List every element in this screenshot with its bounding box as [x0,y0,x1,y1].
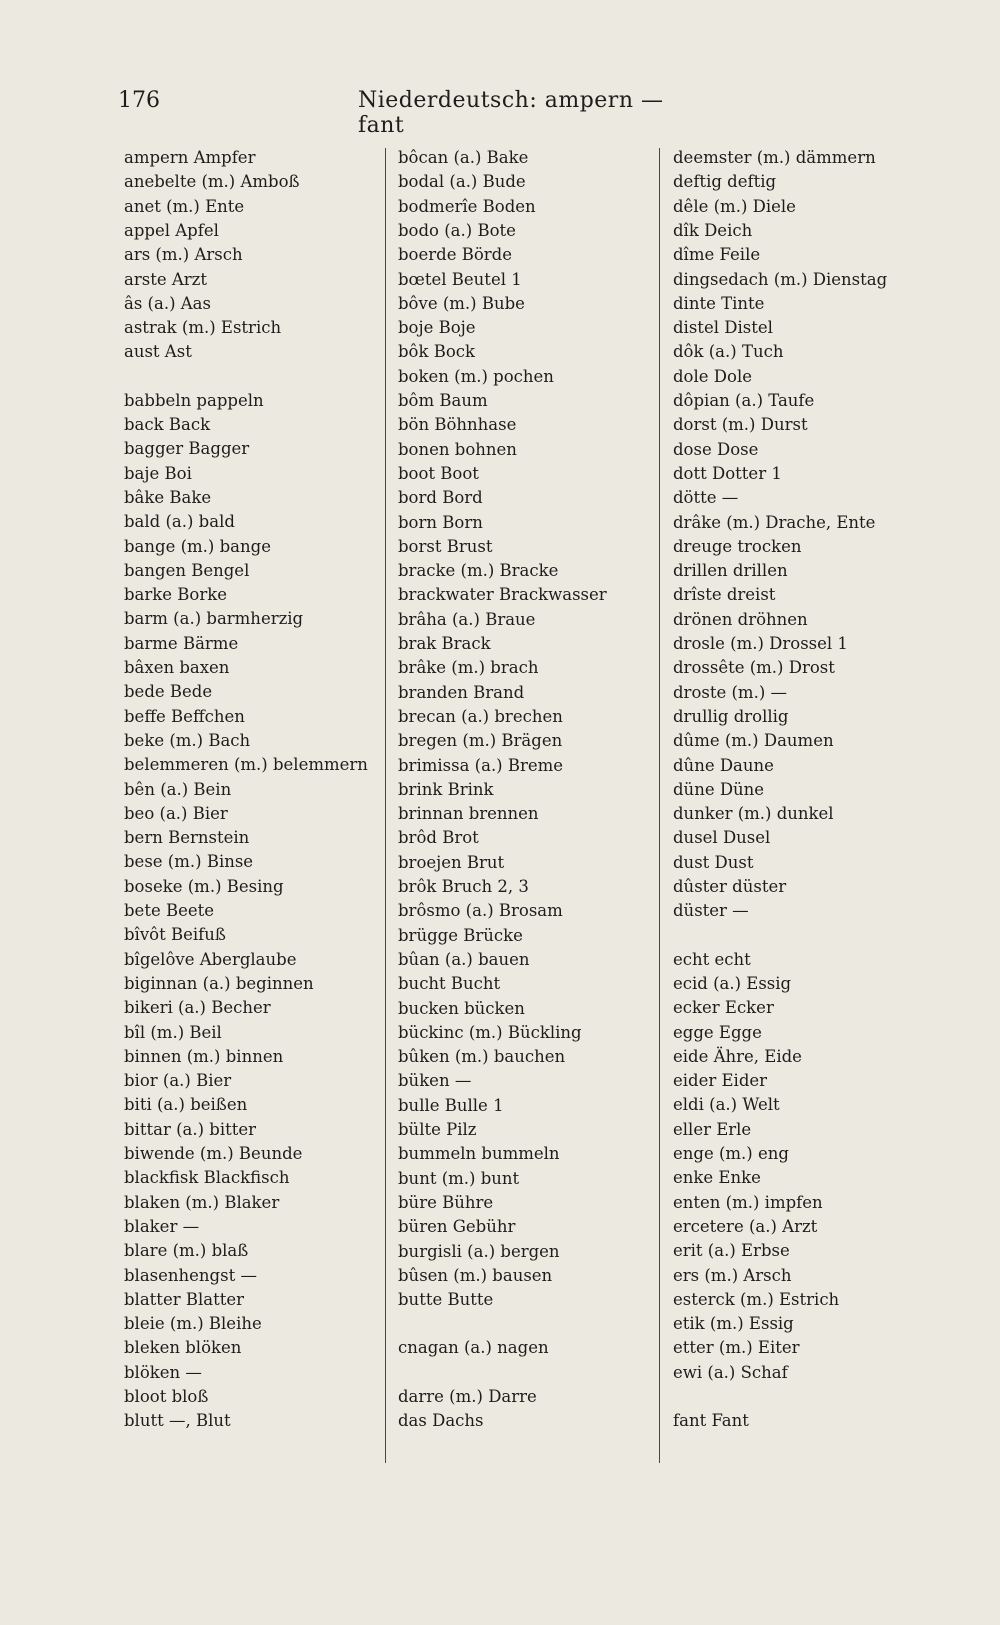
dictionary-entry: eller Erle [673,1119,752,1139]
dictionary-entry: brinnan brennen [398,804,539,824]
dictionary-entry: bunt (m.) bunt [398,1168,520,1188]
page-number: 176 [118,88,160,113]
dictionary-entry: dole Dole [673,366,752,386]
dictionary-entry: blaker — [124,1216,200,1236]
dictionary-entry: bikeri (a.) Becher [124,998,271,1018]
dictionary-entry: blackfisk Blackfisch [124,1168,290,1188]
dictionary-entry: bâxen baxen [124,658,230,677]
dictionary-entry: bulle Bulle 1 [398,1095,504,1115]
dictionary-entry: brôsmo (a.) Brosam [398,901,563,921]
dictionary-entry: ecker Ecker [673,998,774,1018]
dictionary-entry: das Dachs [398,1411,484,1430]
dictionary-entry: dôpian (a.) Taufe [673,391,815,410]
dictionary-entry: blasenhengst — [124,1265,257,1285]
dictionary-entry: drossête (m.) Drost [673,658,835,678]
dictionary-entry: binnen (m.) binnen [124,1046,284,1066]
dictionary-entry: bœtel Beutel 1 [398,269,522,289]
dictionary-entry: dreuge trocken [673,536,802,556]
dictionary-entry: anet (m.) Ente [124,196,245,216]
dictionary-entry: bregen (m.) Brägen [398,731,563,751]
dictionary-entry: barm (a.) barmherzig [124,609,304,629]
dictionary-entry: dôk (a.) Tuch [673,342,784,362]
running-head: Niederdeutsch: ampern — fant [358,88,664,138]
dictionary-entry: boken (m.) pochen [398,366,554,386]
dictionary-entry: bodal (a.) Bude [398,172,526,192]
dictionary-entry: branden Brand [398,682,525,702]
dictionary-entry: droste (m.) — [673,682,788,702]
dictionary-entry: bese (m.) Binse [124,852,254,872]
dictionary-entry: burgisli (a.) bergen [398,1241,560,1261]
dictionary-entry: ercetere (a.) Arzt [673,1216,818,1236]
dictionary-entry: blatter Blatter [124,1289,244,1309]
dictionary-entry: cnagan (a.) nagen [398,1338,549,1358]
dictionary-entry: bange (m.) bange [124,536,271,556]
dictionary-entry: brackwater Brackwasser [398,585,607,605]
dictionary-entry: düne Düne [673,779,765,799]
dictionary-entry: back Back [124,415,211,434]
dictionary-entry: drillen drillen [673,561,788,581]
page-header [118,88,678,138]
dictionary-entry: barke Borke [124,585,228,605]
dictionary-entry: brôk Bruch 2, 3 [398,877,529,896]
dictionary-entry: brügge Brücke [398,925,523,945]
dictionary-entry: brâke (m.) brach [398,658,539,678]
dictionary-entry: drîste dreist [673,585,776,605]
dictionary-entry: dîme Feile [673,245,761,265]
dictionary-entry: düster — [673,901,749,921]
dictionary-entry: borst Brust [398,536,493,556]
dictionary-entry: blöken — [124,1362,202,1382]
dictionary-entry: bôm Baum [398,391,488,410]
dictionary-entry: enke Enke [673,1168,761,1188]
dictionary-entry: dose Dose [673,439,759,459]
dictionary-entry: bön Böhnhase [398,415,517,435]
dictionary-entry: dûster düster [673,877,787,896]
dictionary-entry: brak Brack [398,634,491,653]
dictionary-entry: esterck (m.) Estrich [673,1289,840,1309]
dictionary-entry: bîvôt Beifuß [124,925,226,945]
dictionary-entry: dûne Daune [673,755,774,775]
dictionary-entry: dingsedach (m.) Dienstag [673,269,888,289]
dictionary-entry: bôve (m.) Bube [398,293,525,313]
dictionary-entry: ers (m.) Arsch [673,1265,792,1285]
dictionary-entry: bôcan (a.) Bake [398,148,529,167]
dictionary-entry: bonen bohnen [398,439,517,459]
dictionary-entry: arste Arzt [124,269,207,289]
dictionary-entry: bûsen (m.) bausen [398,1265,553,1285]
dictionary-entry: dûme (m.) Daumen [673,731,834,751]
dictionary-entry: dusel Dusel [673,828,771,848]
column-divider [385,148,386,1463]
dictionary-entry: bern Bernstein [124,828,250,848]
dictionary-entry: belemmeren (m.) belemmern [124,755,368,775]
dictionary-entry: beffe Beffchen [124,706,245,726]
dictionary-entry: dîk Deich [673,220,753,240]
dictionary-entry: ewi (a.) Schaf [673,1362,788,1382]
dictionary-entry: bior (a.) Bier [124,1071,232,1091]
dictionary-entry: biginnan (a.) beginnen [124,973,314,993]
dictionary-entry: drullig drollig [673,706,789,726]
dictionary-entry: bâke Bake [124,487,212,507]
dictionary-entry: bete Beete [124,901,215,920]
dictionary-entry: bede Bede [124,682,213,702]
dictionary-entry: eide Ähre, Eide [673,1046,802,1066]
dictionary-entry: bleie (m.) Bleihe [124,1314,262,1334]
dictionary-entry: enge (m.) eng [673,1144,789,1163]
dictionary-entry: beke (m.) Bach [124,730,251,750]
dictionary-entry: drosle (m.) Drossel 1 [673,634,848,653]
dictionary-entry: blare (m.) blaß [124,1241,249,1261]
dictionary-entry: bummeln bummeln [398,1144,560,1164]
dictionary-entry: baje Boi [124,463,192,483]
dictionary-entry: dinte Tinte [673,293,765,313]
dictionary-entry: bûken (m.) bauchen [398,1047,566,1067]
dictionary-entry: büken — [398,1071,472,1091]
dictionary-entry: bald (a.) bald [124,512,235,532]
dictionary-entry: etter (m.) Eiter [673,1338,800,1358]
dictionary-entry: bôk Bock [398,342,476,362]
dictionary-entry: bucht Bucht [398,974,501,994]
dictionary-entry: babbeln pappeln [124,390,264,410]
dictionary-entry: dorst (m.) Durst [673,415,808,435]
dictionary-entry: bracke (m.) Bracke [398,561,559,581]
dictionary-entry: dêle (m.) Diele [673,196,796,216]
dictionary-entry: distel Distel [673,318,773,338]
dictionary-entry: bîgelôve Aberglaube [124,949,297,969]
column-divider [659,148,660,1463]
dictionary-entry: bodo (a.) Bote [398,220,516,240]
dictionary-entry: eldi (a.) Welt [673,1095,780,1115]
dictionary-entry: biwende (m.) Beunde [124,1144,303,1163]
dictionary-entry: bückinc (m.) Bückling [398,1022,582,1042]
dictionary-entry: dust Dust [673,852,754,872]
dictionary-entry: bucken bücken [398,998,525,1018]
dictionary-entry: echt echt [673,949,751,969]
dictionary-entry: büren Gebühr [398,1217,516,1237]
dictionary-entry: erit (a.) Erbse [673,1241,790,1261]
dictionary-entry: born Born [398,512,483,532]
dictionary-entry: blaken (m.) Blaker [124,1192,280,1212]
dictionary-entry: boseke (m.) Besing [124,876,284,896]
dictionary-entry: bangen Bengel [124,560,250,580]
dictionary-entry: drâke (m.) Drache, Ente [673,512,876,532]
dictionary-entry: bloot bloß [124,1387,209,1406]
dictionary-entry: enten (m.) impfen [673,1192,823,1212]
dictionary-entry: ampern Ampfer [124,148,256,167]
dictionary-entry: boot Boot [398,463,479,483]
dictionary-entry: anebelte (m.) Amboß [124,172,300,192]
dictionary-entry: bodmerîe Boden [398,196,536,216]
dictionary-entry: brimissa (a.) Breme [398,755,564,775]
dictionary-entry: appel Apfel [124,220,219,240]
dictionary-entry: beo (a.) Bier [124,803,228,823]
dictionary-entry: eider Eider [673,1071,768,1091]
column-3 [673,146,943,1466]
column-1 [124,146,379,1466]
column-2 [398,146,653,1466]
dictionary-entry: boje Boje [398,318,476,338]
dictionary-entry: boerde Börde [398,245,512,265]
dictionary-entry: ars (m.) Arsch [124,245,243,265]
dictionary-entry: dunker (m.) dunkel [673,804,834,824]
dictionary-entry: bittar (a.) bitter [124,1119,257,1139]
dictionary-entry: etik (m.) Essig [673,1314,794,1334]
dictionary-entry: ecid (a.) Essig [673,973,792,993]
dictionary-entry: brôd Brot [398,828,479,848]
dictionary-entry: astrak (m.) Estrich [124,318,282,338]
dictionary-entry: bên (a.) Bein [124,779,232,799]
dictionary-entry: bagger Bagger [124,439,250,459]
dictionary-entry: bülte Pilz [398,1120,477,1139]
dictionary-entry: bûan (a.) bauen [398,949,530,969]
dictionary-entry: deftig deftig [673,172,777,192]
dictionary-entry: âs (a.) Aas [124,293,211,313]
dictionary-entry: büre Bühre [398,1192,494,1212]
dictionary-entry: egge Egge [673,1022,762,1042]
dictionary-entry: dötte — [673,488,739,508]
dictionary-entry: bleken blöken [124,1338,242,1358]
dictionary-entry: drönen dröhnen [673,609,808,629]
dictionary-entry: fant Fant [673,1411,749,1430]
dictionary-entry: dott Dotter 1 [673,463,782,483]
dictionary-entry: aust Ast [124,342,192,362]
dictionary-entry: blutt —, Blut [124,1411,231,1431]
dictionary-entry: darre (m.) Darre [398,1386,537,1406]
dictionary-entry: brâha (a.) Braue [398,609,536,629]
dictionary-entry: biti (a.) beißen [124,1095,248,1115]
dictionary-entry: broejen Brut [398,852,505,872]
dictionary-entry: bord Bord [398,488,483,508]
dictionary-entry: butte Butte [398,1290,494,1310]
dictionary-entry: barme Bärme [124,633,239,653]
dictionary-entry: bîl (m.) Beil [124,1022,222,1042]
dictionary-entry: brink Brink [398,779,494,799]
dictionary-entry: deemster (m.) dämmern [673,148,876,167]
dictionary-entry: brecan (a.) brechen [398,706,563,726]
